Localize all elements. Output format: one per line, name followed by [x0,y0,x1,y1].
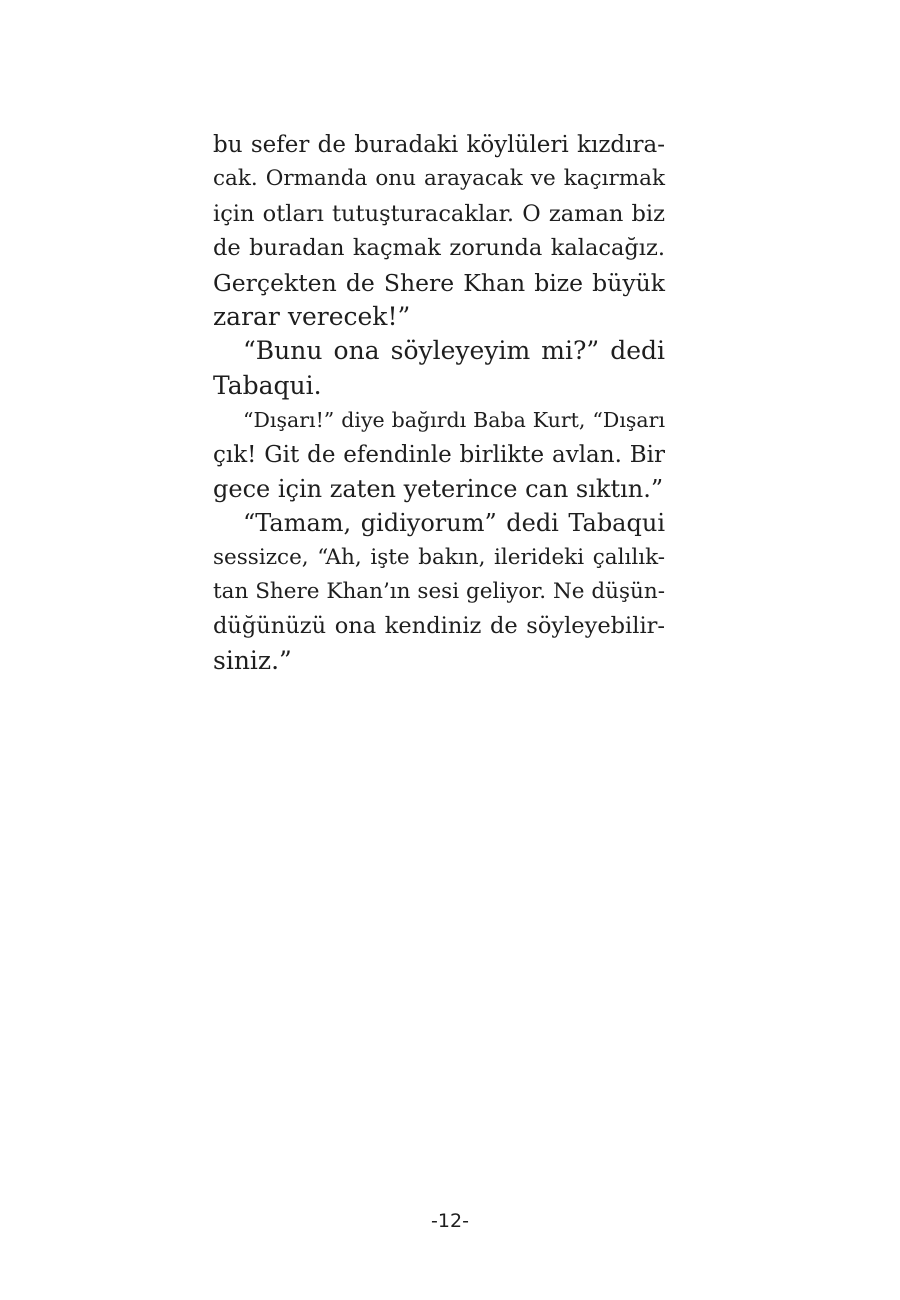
text-line: “Dışarı!” diye bağırdı Baba Kurt, “Dışarı [243,408,665,433]
text-line: düğünüzü ona kendiniz de söyleyebilir- [213,613,665,640]
text-line: “Bunu ona söyleyeyim mi?” dedi [243,336,665,366]
text-line: de buradan kaçmak zorunda kalacağız. [213,235,665,262]
text-line: sessizce, “Ah, işte bakın, ilerideki çalılık- [213,544,665,570]
body-text [213,128,665,678]
text-line: zarar verecek!” [213,301,411,331]
text-line: Tabaqui. [213,370,322,400]
text-line: için otları tutuşturacaklar. O zaman biz [213,200,665,227]
page-number: -12- [431,1210,469,1232]
text-line: çık! Git de efendinle birlikte avlan. Bir [213,441,665,468]
text-line: bu sefer de buradaki köylüleri kızdıra- [213,132,665,158]
text-line: cak. Ormanda onu arayacak ve kaçırmak [213,166,665,192]
text-line: Gerçekten de Shere Khan bize büyük [213,268,665,297]
text-line: “Tamam, gidiyorum” dedi Tabaqui [243,509,665,538]
text-line: siniz.” [213,645,292,675]
text-line: tan Shere Khan’ın sesi geliyor. Ne düşün- [213,579,665,605]
text-line: gece için zaten yeterince can sıktın.” [213,474,664,503]
